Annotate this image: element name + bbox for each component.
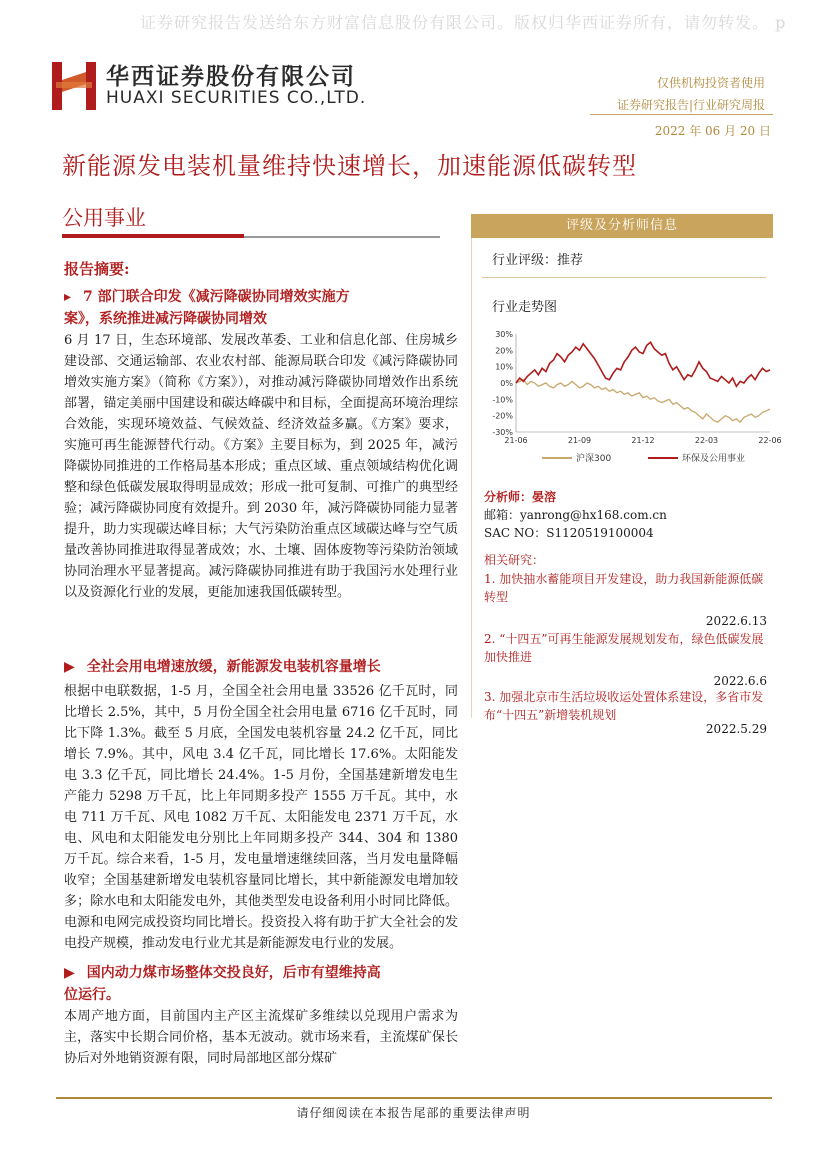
report-title: 新能源发电装机量维持快速增长，加速能源低碳转型 [62, 152, 637, 180]
section-heading-line: 全社会用电增速放缓，新能源发电装机容量增长 [86, 659, 381, 675]
footer-divider [56, 1097, 772, 1099]
analyst-name: 分析师：晏溶 [484, 490, 557, 504]
section-heading-line: 案》，系统推进减污降碳协同增效 [64, 311, 267, 327]
x-tick-label: 21-06 [504, 436, 528, 445]
x-tick-label: 21-09 [567, 436, 592, 445]
y-tick-label: 10% [495, 362, 513, 372]
section-heading-line: 7 部门联合印发《减污降碳协同增效实施方 [83, 289, 350, 305]
trend-line-chart [482, 328, 782, 473]
y-tick-label: 0% [500, 379, 513, 388]
industry-divider-accent [62, 234, 244, 238]
trend-chart-title: 行业走势图 [492, 300, 558, 315]
y-tick-label: -30% [492, 428, 513, 437]
header-divider [590, 114, 773, 115]
y-tick-label: 20% [495, 346, 513, 356]
industry-label: 公用事业 [62, 206, 146, 230]
triangle-bullet-icon: ▸ [64, 289, 72, 305]
section-heading [64, 962, 454, 1006]
y-tick-label: -10% [492, 395, 513, 405]
x-tick-label: 21-12 [631, 436, 655, 445]
related-research-date: 2022.6.13 [705, 614, 767, 628]
section-body [64, 681, 458, 954]
y-tick-label: 30% [495, 330, 513, 339]
related-research-date: 2022.5.29 [705, 722, 767, 736]
section-body-text: 本周产地方面，目前国内主产区主流煤矿多维续以兑现用户需求为主，落实中长期合同价格，基本无波动。就市场来看，主流煤矿保长协后对外地销资源有限，同时局部地区部分煤矿 [64, 1009, 458, 1066]
section-body-text: 根据中电联数据，1-5 月，全国全社会用电量 33526 亿千瓦时，同比增长 2.5%，其中，5 月份全国全社会用电量 6716 亿千瓦时，同比下降 1.3%。截至 5 月底，全国发电装机容量 24.2 亿千瓦，同比增长 7.9%。其中，风电 3.4 亿千瓦，同比增长 17.6%。太阳能发电 3.3 亿千瓦，同比增长 24.4%。1-5 月份，全国基建新增发电生产能力 5298 万千瓦，比上年同期多投产 1555 万千瓦。其中，水电 711 万千瓦、风电 1082 万千瓦、太阳能发电 2371 万千瓦，水电、风电和太阳能发电分别比上年同期多投产 344、304 和 1380 万千瓦。综合来看，1-5 月，发电量增速继续回落，当月发电量降幅收窄；全国基建新增发电装机容量同比增长，其中新能源发电增加较多；除水电和太阳能发电外，其他类型发电设备利用小时同比降低。电源和电网完成投资均同比增长。投资投入将有助于扩大全社会的发电投产规模，推动发电行业尤其是新能源发电行业的发展。 [64, 684, 458, 951]
report-date: 2022 年 06 月 20 日 [654, 124, 771, 138]
company-name-cn: 华西证券股份有限公司 [106, 64, 356, 90]
section-heading-line: 位运行。 [64, 987, 120, 1003]
section-heading [64, 286, 454, 330]
watermark-text: 证券研究报告发送给东方财富信息股份有限公司。版权归华西证券所有，请勿转发。 p [140, 13, 787, 32]
x-tick-label: 22-03 [694, 436, 719, 445]
analyst-sac: SAC NO：S1120519100004 [484, 526, 654, 540]
huaxi-logo-icon [52, 62, 96, 110]
triangle-bullet-icon: ▶ [64, 659, 75, 675]
related-research-link[interactable]: 3. 加强北京市生活垃圾收运处置体系建设，多省市发布“十四五”新增装机规划 [484, 690, 764, 722]
analyst-email: 邮箱：yanrong@hx168.com.cn [484, 508, 667, 522]
legend-label: 沪深300 [576, 454, 612, 464]
series-line-1 [516, 380, 770, 423]
section-heading [64, 656, 464, 678]
x-tick-label: 22-06 [758, 436, 782, 445]
company-name-en: HUAXI SECURITIES CO.,LTD. [106, 88, 367, 108]
panel-heading: 评级及分析师信息 [471, 214, 773, 238]
usage-note: 仅供机构投资者使用 [656, 76, 765, 90]
abstract-label: 报告摘要: [64, 260, 130, 278]
series-line-2 [516, 342, 770, 386]
y-tick-label: -20% [492, 411, 513, 421]
related-research-link[interactable]: 1. 加快抽水蓄能项目开发建设，助力我国新能源低碳转型 [484, 572, 764, 604]
section-body [64, 330, 458, 603]
related-research-label: 相关研究： [484, 553, 545, 567]
related-research-date: 2022.6.6 [713, 674, 767, 688]
legend-label: 环保及公用事业 [682, 454, 746, 464]
footer-disclaimer: 请仔细阅读在本报告尾部的重要法律声明 [296, 1106, 531, 1120]
related-research-link[interactable]: 2. “十四五”可再生能源发展规划发布，绿色低碳发展加快推进 [484, 632, 764, 664]
industry-rating: 行业评级：推荐 [492, 253, 584, 268]
report-type: 证券研究报告|行业研究周报 [616, 98, 765, 112]
triangle-bullet-icon: ▶ [64, 965, 75, 981]
panel-divider [482, 277, 766, 278]
section-body-text: 6 月 17 日，生态环境部、发展改革委、工业和信息化部、住房城乡建设部、交通运输部、农业农村部、能源局联合印发《减污降碳协同增效实施方案》（简称《方案》），对推动减污降碳协同增效作出系统部署，锚定美丽中国建设和碳达峰碳中和目标，全面提高环境治理综合效能，实现环境效益、气候效益、经济效益多赢。《方案》要求，实施可再生能源替代行动。《方案》主要目标为，到 2025 年，减污降碳协同推进的工作格局基本形成；重点区域、重点领域结构优化调整和绿色低碳发展取得明显成效；形成一批可复制、可推广的典型经验；减污降碳协同度有效提升。到 2030 年，减污降碳协同能力显著提升，助力实现碳达峰目标；大气污染防治重点区域碳达峰与空气质量改善协同推进取得显著成效；水、土壤、固体废物等污染防治领域协同治理水平显著提高。减污降碳协同推进有助于我国污水处理行业以及资源化行业的发展，更能加速我国低碳转型。 [64, 333, 458, 600]
section-heading-line: 国内动力煤市场整体交投良好，后市有望维持高 [86, 965, 381, 981]
section-body [64, 1006, 458, 1068]
